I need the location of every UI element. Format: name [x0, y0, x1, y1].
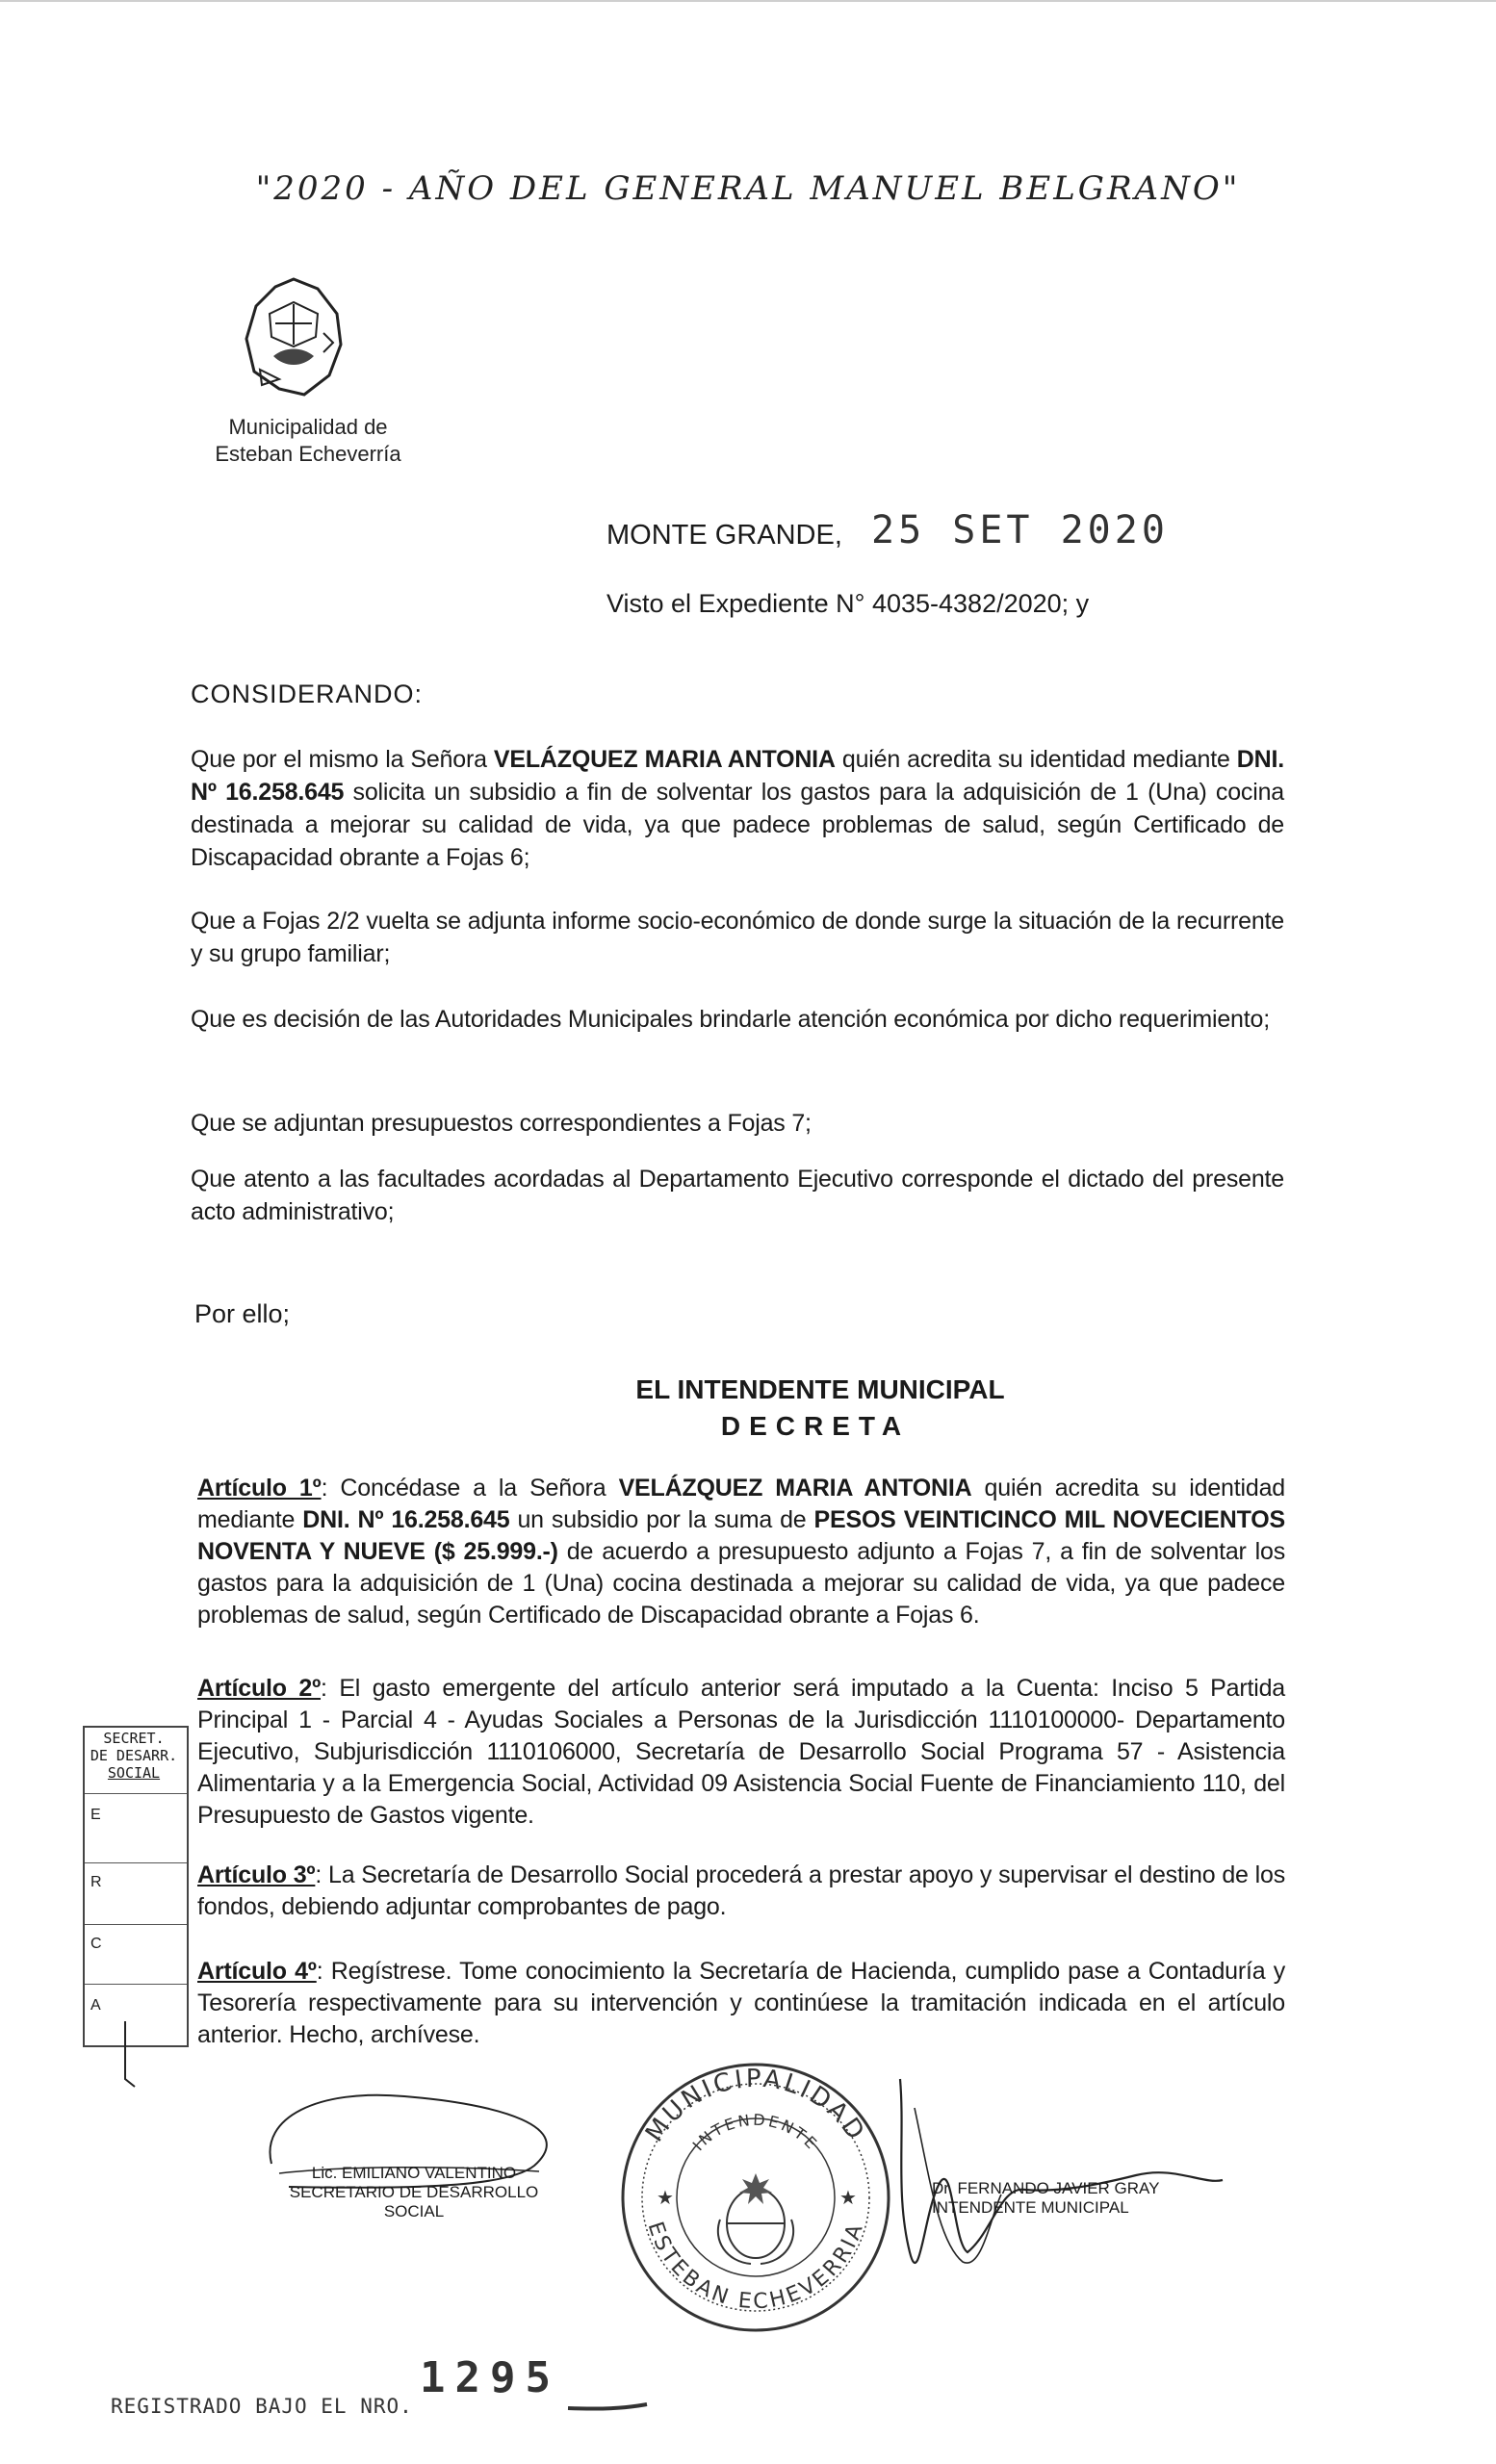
decree-verb-heading: DECRETA	[720, 1411, 911, 1441]
considerando-paragraph-1	[191, 743, 1284, 874]
place-label: MONTE GRANDE,	[606, 520, 842, 551]
routing-row-label: R	[90, 1874, 102, 1890]
article-3	[197, 1860, 1285, 1923]
text-run: : El gasto emergente del artículo anterior será imputado a la Cuenta: Inciso 5 Partida Principal 1 - Parcial 4 - Ayudas Sociales a Personas de la Jurisdicción 1110100000- Departamento Ejecutivo, Subjurisdicción 1110106000, Secretaría de Desarrollo Social Programa 57 - Asistencia Alimentaria y a la Emergencia Social, Actividad 09 Asistencia Social Fuente de Financiamiento 110, del Presupuesto de Gastos vigente.	[197, 1675, 1285, 1829]
secretary-signature-block	[279, 2164, 549, 2221]
seal-bottom-text: ESTEBAN ECHEVERRIA	[642, 2219, 869, 2315]
routing-stamp-header	[83, 1726, 185, 1793]
expediente-reference: Visto el Expediente N° 4035-4382/2020; y	[606, 589, 1090, 618]
routing-divider	[85, 1862, 187, 1863]
text-run: : La Secretaría de Desarrollo Social procederá a prestar apoyo y supervisar el destino de los fondos, debiendo adjuntar comprobantes de pago.	[197, 1861, 1285, 1920]
secretary-name: Lic. EMILIANO VALENTINO	[311, 2164, 517, 2182]
dni-number: DNI. Nº 16.258.645	[191, 746, 1284, 806]
text-run: solicita un subsidio a fin de solventar los gastos para la adquisición de 1 (Una) cocina destinada a mejorar su calidad de vida, ya que padece problemas de salud, según Certificado de Discapacidad obrante a Fojas 6;	[191, 779, 1284, 871]
por-ello-label: Por ello;	[194, 1299, 291, 1328]
article-2	[197, 1673, 1285, 1832]
text-run: Que por el mismo la Señora	[191, 746, 494, 773]
text-run: : Regístrese. Tome conocimiento la Secretaría de Hacienda, cumplido pase a Contaduría y Tesorería respectivamente para su intervención y continúese la tramitación indicada en el artículo anterior. Hecho, archívese.	[197, 1958, 1285, 2048]
secretary-title-line2: SOCIAL	[383, 2202, 445, 2220]
considerando-paragraph-2: Que a Fojas 2/2 vuelta se adjunta informe socio-económico de donde surge la situación de la recurrente y su grupo familiar;	[191, 908, 1284, 967]
routing-divider	[85, 1793, 187, 1794]
handwritten-signatures	[0, 2021, 1496, 2445]
date-stamp: 25 SET 2020	[871, 508, 1169, 552]
text-run: : Concédase a la Señora	[321, 1475, 619, 1502]
article-3-title: Artículo 3º	[197, 1861, 316, 1888]
registration-label: REGISTRADO BAJO EL NRO.	[111, 2395, 413, 2418]
dni-number: DNI. Nº 16.258.645	[302, 1506, 510, 1533]
subsidy-amount: PESOS VEINTICINCO MIL NOVECIENTOS NOVENTA Y NUEVE ($ 25.999.-)	[197, 1506, 1285, 1565]
municipality-name-line2: Esteban Echeverría	[215, 442, 401, 466]
registration-number: 1295	[420, 2353, 560, 2402]
article-1-title: Artículo 1º	[197, 1475, 322, 1502]
routing-row-label: E	[90, 1807, 101, 1823]
mayor-title: INTENDENTE MUNICIPAL	[932, 2198, 1129, 2217]
mayor-signature-block	[932, 2179, 1221, 2218]
seal-top-text: MUNICIPALIDAD	[639, 2064, 872, 2148]
top-border-line	[0, 0, 1496, 2]
beneficiary-name: VELÁZQUEZ MARIA ANTONIA	[618, 1475, 972, 1502]
text-run: quién acredita su identidad mediante	[197, 1475, 1285, 1533]
seal-star-icon: ★	[839, 2188, 857, 2209]
mayor-name: Dr. FERNANDO JAVIER GRAY	[932, 2179, 1160, 2197]
beneficiary-name: VELÁZQUEZ MARIA ANTONIA	[493, 746, 836, 773]
routing-header-line: DE DESARR.	[90, 1747, 178, 1764]
seal-inner-text: INTENDENTE	[688, 2110, 823, 2155]
municipal-crest-icon	[241, 275, 347, 400]
text-run: de acuerdo a presupuesto adjunto a Fojas 7, a fin de solventar los gastos para la adquisición de 1 (Una) cocina destinada a mejorar su calidad de vida, ya que padece problemas de salud, según Certificado de Discapacidad obrante a Fojas 6.	[197, 1538, 1285, 1629]
seal-star-icon: ★	[657, 2188, 674, 2209]
article-2-title: Artículo 2º	[197, 1675, 322, 1702]
year-motto-heading: "2020 - AÑO DEL GENERAL MANUEL BELGRANO"	[255, 169, 1241, 208]
secretary-title: SECRETARIO DE DESARROLLO	[289, 2183, 539, 2201]
considerando-paragraph-5: Que atento a las facultades acordadas al Departamento Ejecutivo corresponde el dictado del presente acto administrativo;	[191, 1166, 1284, 1225]
article-1	[197, 1473, 1285, 1631]
text-run: quién acredita su identidad mediante	[835, 746, 1237, 773]
authority-heading: EL INTENDENTE MUNICIPAL	[635, 1374, 1005, 1404]
considerando-paragraph-3: Que es decisión de las Autoridades Municipales brindarle atención económica por dicho requerimiento;	[191, 1006, 1270, 1033]
municipality-name-line1: Municipalidad de	[228, 415, 388, 439]
routing-row-label: C	[90, 1936, 102, 1952]
municipality-name	[197, 414, 419, 468]
routing-header-line: SOCIAL	[107, 1764, 161, 1782]
routing-row-label: A	[90, 1997, 101, 2014]
text-run: un subsidio por la suma de	[509, 1506, 814, 1533]
routing-header-line: SECRET.	[103, 1730, 165, 1747]
routing-divider	[85, 1984, 187, 1985]
article-4-title: Artículo 4º	[197, 1958, 317, 1985]
considerando-paragraph-4: Que se adjuntan presupuestos correspondientes a Fojas 7;	[191, 1110, 812, 1137]
routing-divider	[85, 1924, 187, 1925]
considerando-heading: CONSIDERANDO:	[191, 680, 424, 708]
